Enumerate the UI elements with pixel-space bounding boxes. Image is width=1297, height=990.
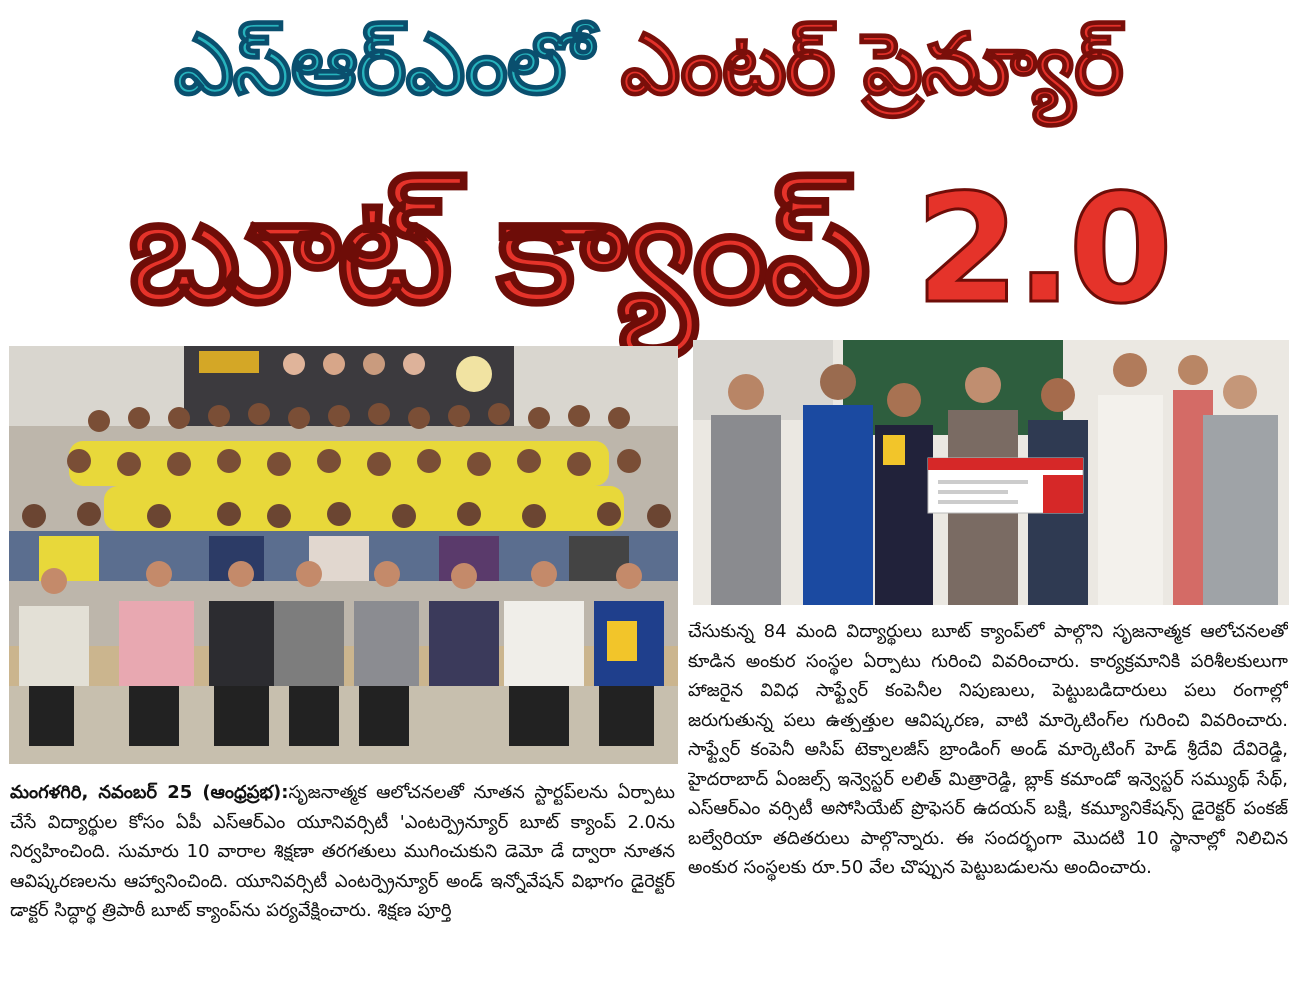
article-body-right: చేసుకున్న 84 మంది విద్యార్థులు బూట్ క్యాంప్‌లో పాల్గొని సృజనాత్మక ఆలోచనలతో కూడిన అంకుర సంస్థల ఏర్పాటు గురించి వివరించారు. కార్యక్రమానికి పరిశీలకులుగా హాజరైన వివిధ సాఫ్ట్వేర్ కంపెనీల నిపుణులు, పెట్టుబడిదారులు పలు రంగాల్లో జరుగుతున్న పలు ఉత్పత్తుల ఆవిష్కరణ, వాటి మార్కెటింగ్‌ల గురించి వివరించారు. సాఫ్ట్వేర్ కంపెనీ అసిప్ టెక్నాలజీస్ బ్రాండింగ్ అండ్ మార్కెటింగ్ హెడ్ శ్రీదేవి దేవిరెడ్డి, హైదరాబాద్ ఏంజల్స్ ఇన్వెస్టర్ లలిత్ మిత్రారెడ్డి, బ్లాక్ కమాండో ఇన్వెస్టర్ సమ్యుథ్ సేథ్, ఎస్ఆర్ఎం వర్సిటీ అసోసియేట్ ప్రొఫెసర్ ఉదయన్ బక్షి, కమ్యూనికేషన్స్ డైరెక్టర్ పంకజ్ బల్వేరియా తదితరులు పాల్గొన్నారు. ఈ సందర్భంగా మొదటి 10 స్థానాల్లో నిలిచిన అంకుర సంస్థలకు రూ.50 వేల చొప్పున పెట్టుబడులను అందించారు. [688, 621, 1288, 878]
headline-line-2: బూట్ క్యాంప్ 2.0 [128, 163, 1169, 337]
headline-line-1 [0, 4, 1297, 124]
headline-srm: ఎస్ఆర్ఎంలో [174, 15, 593, 113]
award-photo [693, 340, 1289, 605]
group-photo-graphic [9, 346, 678, 764]
article-dateline: మంగళగిరి, నవంబర్ 25 (ఆంధ్రప్రభ): [10, 782, 289, 803]
group-photo [9, 346, 678, 764]
headline-entrepreneur: ఎంటర్ ప్రెన్యూర్ [620, 15, 1123, 113]
article-text-left: సృజనాత్మక ఆలోచనలతో నూతన స్టార్టప్‌లను ఏర్పాటు చేసే విద్యార్థుల కోసం ఏపీ ఎస్ఆర్ఎం యూనివర్సిటీ 'ఎంటర్ప్రెన్యూర్ బూట్ క్యాంప్ 2.0ను నిర్వహించింది. సుమారు 10 వారాల శిక్షణా తరగతులు ముగించుకుని డెమో డే ద్వారా నూతన ఆవిష్కరణలను ఆహ్వానించింది. యూనివర్సిటీ ఎంటర్ప్రెన్యూర్ అండ్ ఇన్నోవేషన్ విభాగం డైరెక్టర్ డాక్టర్ సిద్ధార్థ త్రిపాఠీ బూట్ క్యాంప్‌ను పర్యవేక్షించారు. శిక్షణ పూర్తి [10, 782, 675, 921]
article-body-left [10, 778, 675, 988]
award-ceremony-graphic [693, 340, 1289, 605]
